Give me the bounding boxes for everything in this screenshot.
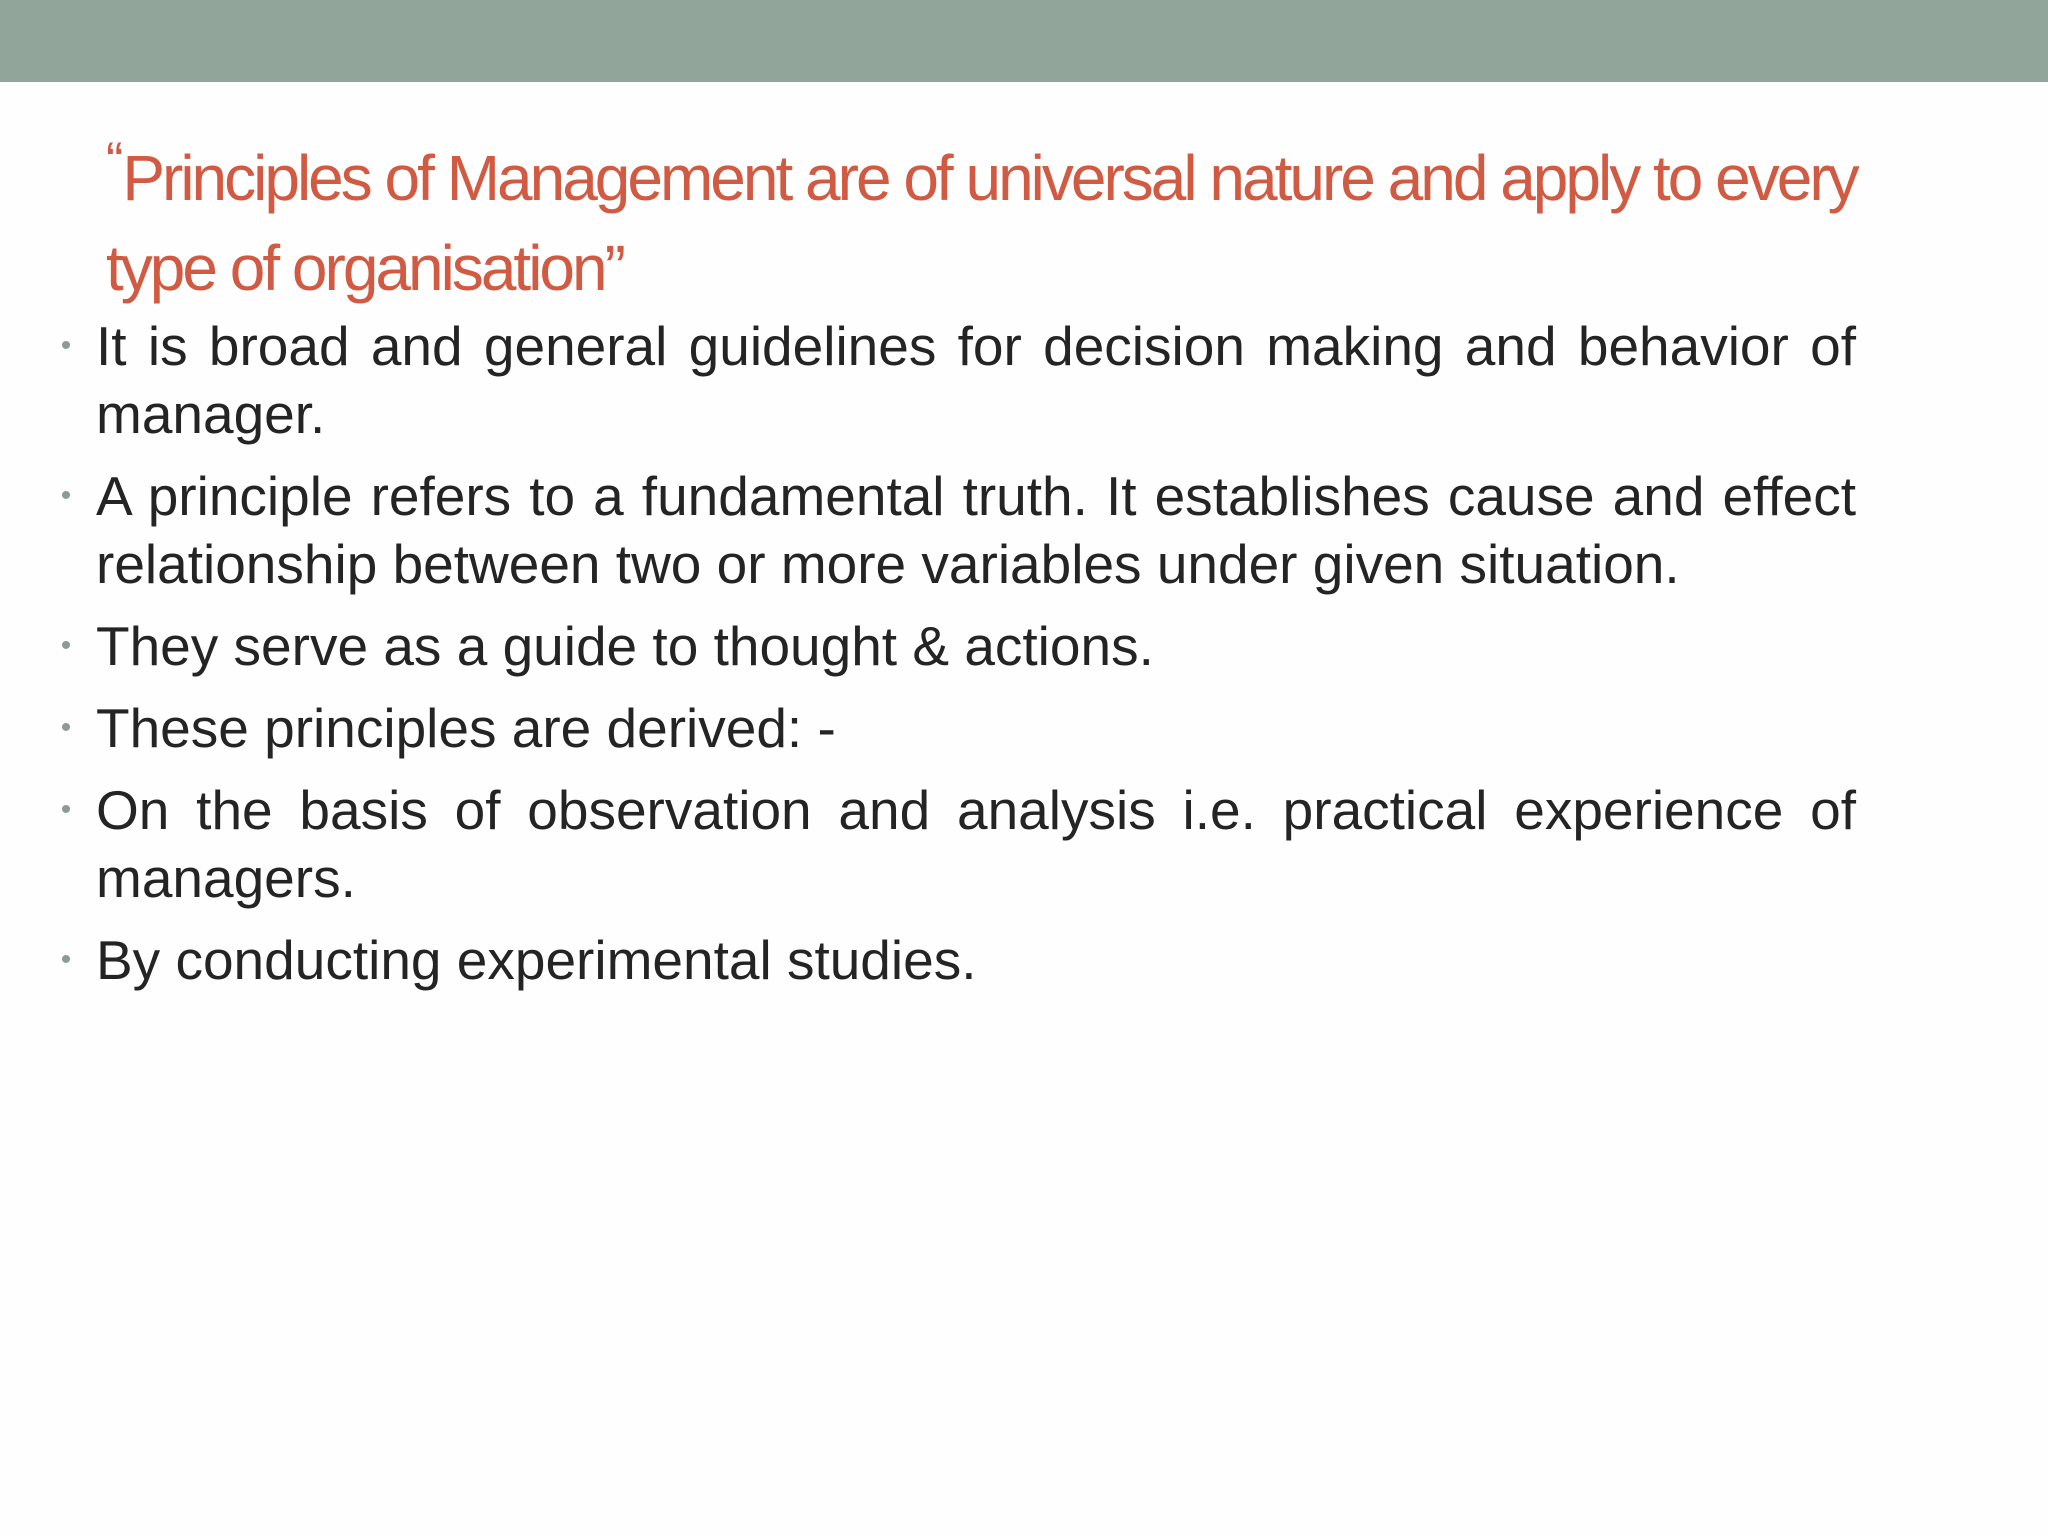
bullet-item (60, 462, 1856, 598)
bullet-text: They serve as a guide to thought & actions. (96, 615, 1154, 677)
bullet-dot-icon: • (60, 479, 72, 512)
bullet-item (60, 694, 1856, 762)
bullet-list (60, 312, 1856, 1008)
bullet-text: These principles are derived: - (96, 697, 836, 759)
bullet-dot-icon: • (60, 793, 72, 826)
slide-title (106, 116, 1926, 313)
bullet-text: It is broad and general guidelines for decision making and behavior of manager. (96, 315, 1856, 445)
bullet-item (60, 776, 1856, 912)
top-accent-band (0, 0, 2048, 82)
bullet-dot-icon: • (60, 629, 72, 662)
bullet-item (60, 612, 1856, 680)
bullet-text: By conducting experimental studies. (96, 929, 977, 991)
slide-title-text: Principles of Management are of universal nature and apply to every type of organisation” (106, 142, 1857, 304)
bullet-text: On the basis of observation and analysis i.e. practical experience of managers. (96, 779, 1856, 909)
bullet-item (60, 926, 1856, 994)
title-open-quote: “ (106, 132, 121, 190)
bullet-dot-icon: • (60, 329, 72, 362)
bullet-item (60, 312, 1856, 448)
bullet-text: A principle refers to a fundamental truth. It establishes cause and effect relationship between two or more variables under given situation. (96, 465, 1856, 595)
bullet-dot-icon: • (60, 711, 72, 744)
bullet-dot-icon: • (60, 943, 72, 976)
